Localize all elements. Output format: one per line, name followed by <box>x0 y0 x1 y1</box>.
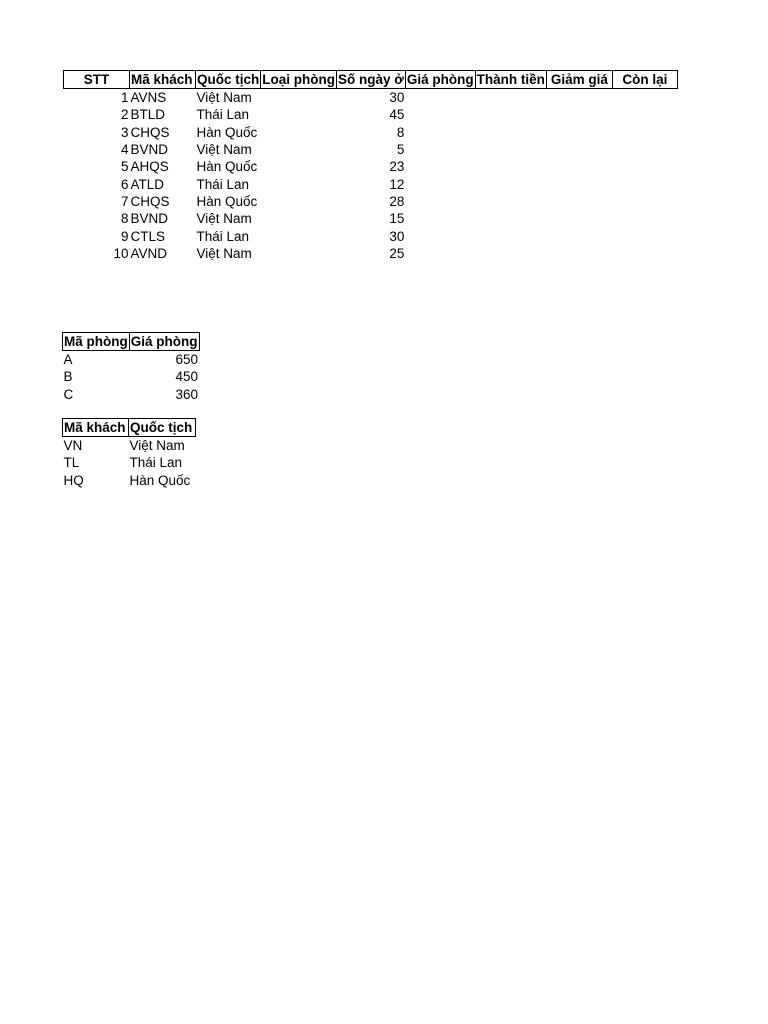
cell-guest-code: TL <box>63 455 80 471</box>
cell-nationality: Thái Lan <box>196 228 250 244</box>
guest-table-header-row <box>64 71 678 89</box>
cell-remaining <box>612 227 677 244</box>
cell-room-type <box>261 193 337 210</box>
cell-room-type <box>261 141 337 158</box>
cell-remaining <box>612 210 677 227</box>
cell-room-code: A <box>63 352 73 368</box>
cell-nationality: Hàn Quốc <box>129 472 191 488</box>
cell-nationality: Thái Lan <box>196 176 250 192</box>
cell-stt: 2 <box>120 107 129 123</box>
header-nationality: Quốc tịch <box>197 72 260 87</box>
guest-table <box>63 70 678 262</box>
cell-nationality: Hàn Quốc <box>196 124 258 140</box>
cell-stt: 10 <box>113 245 129 261</box>
cell-room-type <box>261 245 337 262</box>
cell-room-price <box>405 193 475 210</box>
cell-total <box>475 193 546 210</box>
cell-discount <box>546 124 612 141</box>
cell-room-type <box>261 158 337 175</box>
cell-room-price: 450 <box>175 369 198 385</box>
cell-discount <box>546 141 612 158</box>
table-row <box>64 210 678 227</box>
table-row <box>64 245 678 262</box>
cell-days-stayed: 30 <box>389 228 405 244</box>
cell-room-price: 650 <box>175 352 198 368</box>
cell-total <box>475 124 546 141</box>
table-row <box>64 158 678 175</box>
cell-stt: 3 <box>120 124 129 140</box>
cell-remaining <box>612 158 677 175</box>
nationality-table <box>62 418 196 489</box>
header-remaining: Còn lại <box>612 71 677 89</box>
cell-guest-code: AVNS <box>130 90 167 106</box>
table-row <box>63 437 196 455</box>
cell-room-price <box>405 227 475 244</box>
cell-discount <box>546 227 612 244</box>
table-row <box>63 386 200 403</box>
cell-nationality: Việt Nam <box>196 245 252 261</box>
cell-discount <box>546 175 612 192</box>
cell-room-price <box>405 106 475 123</box>
cell-stt: 5 <box>120 159 129 175</box>
cell-nationality: Hàn Quốc <box>196 193 258 209</box>
table-row <box>63 351 200 369</box>
cell-remaining <box>612 106 677 123</box>
cell-guest-code: AHQS <box>130 159 169 175</box>
cell-remaining <box>612 89 677 107</box>
header-room-code: Mã phòng <box>64 334 128 349</box>
cell-room-price <box>405 141 475 158</box>
cell-stt: 4 <box>120 142 129 158</box>
cell-discount <box>546 158 612 175</box>
cell-nationality: Việt Nam <box>129 438 185 454</box>
room-table-header-row <box>63 333 200 351</box>
header-stt: STT <box>64 71 130 89</box>
cell-room-price <box>405 175 475 192</box>
cell-days-stayed: 5 <box>396 142 405 158</box>
cell-room-code: C <box>63 386 74 402</box>
cell-discount <box>546 106 612 123</box>
table-row <box>64 89 678 107</box>
cell-guest-code: AVND <box>130 245 168 261</box>
cell-nationality: Thái Lan <box>196 107 250 123</box>
cell-stt: 1 <box>120 90 129 106</box>
cell-days-stayed: 30 <box>389 90 405 106</box>
cell-remaining <box>612 124 677 141</box>
cell-nationality: Việt Nam <box>196 211 252 227</box>
cell-guest-code: CHQS <box>130 124 170 140</box>
cell-nationality: Việt Nam <box>196 90 252 106</box>
cell-room-type <box>261 124 337 141</box>
cell-guest-code: BTLD <box>130 107 166 123</box>
cell-days-stayed: 12 <box>389 176 405 192</box>
cell-stt: 6 <box>120 176 129 192</box>
header-room-price: Giá phòng <box>406 72 474 87</box>
cell-days-stayed: 8 <box>396 124 405 140</box>
cell-stt: 8 <box>120 211 129 227</box>
cell-total <box>475 141 546 158</box>
cell-total <box>475 245 546 262</box>
cell-room-price <box>405 245 475 262</box>
table-row <box>64 141 678 158</box>
header-discount: Giảm giá <box>546 71 612 89</box>
cell-room-price <box>405 89 475 107</box>
cell-room-type <box>261 210 337 227</box>
header-guest-code: Mã khách <box>130 71 196 89</box>
cell-discount <box>546 193 612 210</box>
cell-total <box>475 89 546 107</box>
cell-total <box>475 175 546 192</box>
cell-room-type <box>261 227 337 244</box>
cell-nationality: Việt Nam <box>196 142 252 158</box>
cell-discount <box>546 89 612 107</box>
cell-total <box>475 210 546 227</box>
cell-discount <box>546 210 612 227</box>
cell-days-stayed: 28 <box>389 193 405 209</box>
cell-remaining <box>612 245 677 262</box>
table-row <box>63 368 200 385</box>
cell-days-stayed: 25 <box>389 245 405 261</box>
cell-nationality: Thái Lan <box>129 455 183 471</box>
cell-room-price <box>405 210 475 227</box>
table-row <box>64 175 678 192</box>
header-days-stayed: Số ngày ở <box>338 72 404 87</box>
cell-room-type <box>261 106 337 123</box>
table-row <box>63 472 196 489</box>
cell-room-price <box>405 158 475 175</box>
cell-days-stayed: 15 <box>389 211 405 227</box>
table-row <box>63 454 196 471</box>
cell-room-type <box>261 89 337 107</box>
cell-room-price: 360 <box>175 386 198 402</box>
cell-guest-code: VN <box>63 438 83 454</box>
header-room-type: Loại phòng <box>262 72 335 87</box>
cell-stt: 7 <box>120 193 129 209</box>
cell-stt: 9 <box>120 228 129 244</box>
table-row <box>64 193 678 210</box>
header-nationality: Quốc tịch <box>129 419 196 437</box>
table-row <box>64 124 678 141</box>
cell-guest-code: CTLS <box>130 228 166 244</box>
header-guest-code: Mã khách <box>63 419 129 437</box>
cell-room-price <box>405 124 475 141</box>
cell-days-stayed: 23 <box>389 159 405 175</box>
cell-discount <box>546 245 612 262</box>
nation-table-header-row <box>63 419 196 437</box>
cell-guest-code: BVND <box>130 211 169 227</box>
cell-total <box>475 106 546 123</box>
cell-guest-code: ATLD <box>130 176 165 192</box>
header-room-price: Giá phòng <box>130 334 198 349</box>
cell-nationality: Hàn Quốc <box>196 159 258 175</box>
room-price-table <box>62 332 200 403</box>
cell-total <box>475 158 546 175</box>
cell-guest-code: BVND <box>130 142 169 158</box>
cell-guest-code: HQ <box>63 472 84 488</box>
header-total: Thành tiền <box>476 72 545 87</box>
cell-total <box>475 227 546 244</box>
cell-remaining <box>612 193 677 210</box>
cell-remaining <box>612 141 677 158</box>
table-row <box>64 106 678 123</box>
table-row <box>64 227 678 244</box>
cell-room-type <box>261 175 337 192</box>
cell-remaining <box>612 175 677 192</box>
cell-days-stayed: 45 <box>389 107 405 123</box>
cell-guest-code: CHQS <box>130 193 170 209</box>
cell-room-code: B <box>63 369 73 385</box>
